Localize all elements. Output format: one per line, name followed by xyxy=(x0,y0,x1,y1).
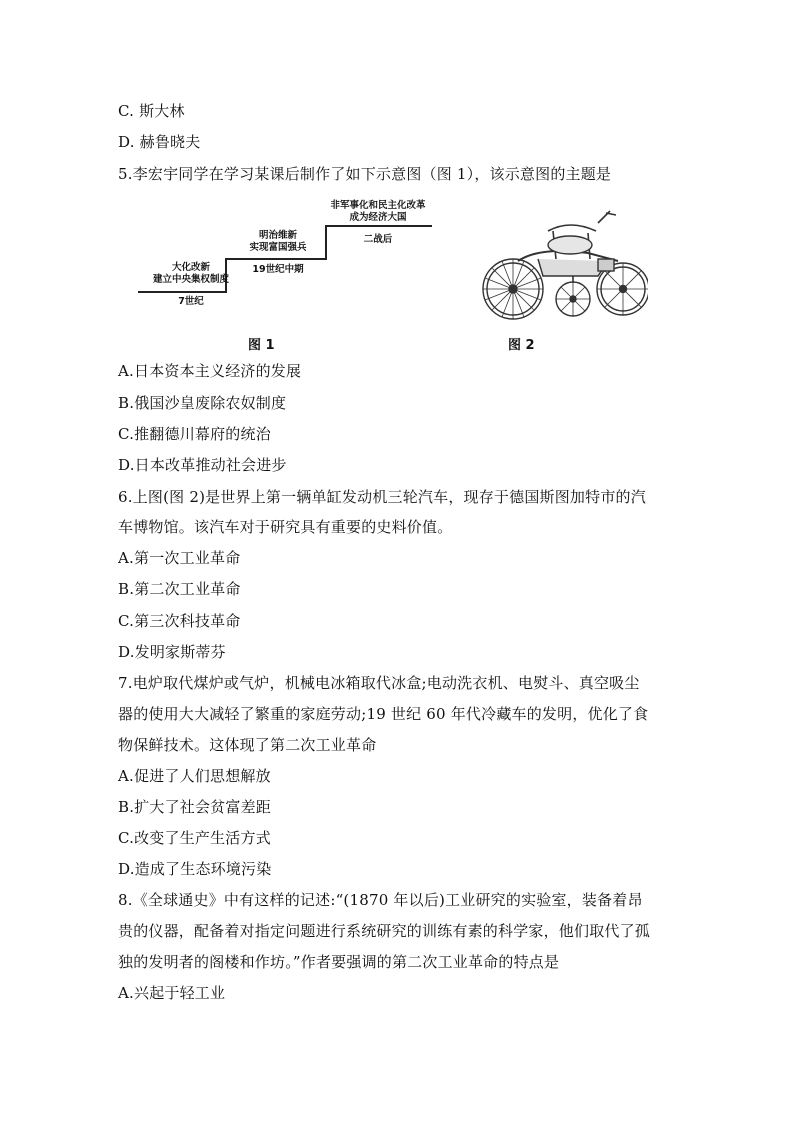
question-6-stem-line-2: 车博物馆。该汽车对于研究具有重要的史料价值。 xyxy=(118,518,453,536)
figure-2-caption: 图 2 xyxy=(508,338,535,353)
step-2-desc: 实现富国强兵 xyxy=(249,242,307,253)
option-a-q8: A.兴起于轻工业 xyxy=(118,984,226,1002)
option-b-q7: B.扩大了社会贫富差距 xyxy=(118,798,271,816)
option-d-q7: D.造成了生态环境污染 xyxy=(118,860,272,878)
option-d-q6: D.发明家斯蒂芬 xyxy=(118,643,226,661)
option-b-q6: B.第二次工业革命 xyxy=(118,580,241,598)
step-1-period: 7世纪 xyxy=(178,296,204,307)
option-c-q4: C. 斯大林 xyxy=(118,102,185,120)
question-8-stem-line-2: 贵的仪器，配备着对指定问题进行系统研究的训练有素的科学家，他们取代了孤 xyxy=(118,922,651,940)
option-c-q7: C.改变了生产生活方式 xyxy=(118,829,271,847)
option-a-q7: A.促进了人们思想解放 xyxy=(118,767,271,785)
question-7-stem-line-2: 器的使用大大减轻了繁重的家庭劳动;19 世纪 60 年代冷藏车的发明，优化了食 xyxy=(118,705,649,723)
option-c-q5: C.推翻德川幕府的统治 xyxy=(118,425,271,443)
step-1-desc: 建立中央集权制度 xyxy=(152,274,229,285)
option-b-q5: B.俄国沙皇废除农奴制度 xyxy=(118,394,287,412)
figure-1-caption: 图 1 xyxy=(248,338,275,353)
step-2-period: 19世纪中期 xyxy=(252,264,304,275)
step-3-period: 二战后 xyxy=(363,234,393,245)
question-7-stem-line-1: 7.电炉取代煤炉或气炉，机械电冰箱取代冰盒;电动洗衣机、电熨斗、真空吸尘 xyxy=(118,674,640,692)
question-7-stem-line-3: 物保鲜技术。这体现了第二次工业革命 xyxy=(118,736,377,754)
question-5-stem: 5.李宏宇同学在学习某课后制作了如下示意图（图 1），该示意图的主题是 xyxy=(118,165,612,183)
question-8-stem-line-1: 8.《全球通史》中有这样的记述:“(1870 年以后)工业研究的实验室，装备着昂 xyxy=(118,891,643,909)
option-a-q5: A.日本资本主义经济的发展 xyxy=(118,362,302,380)
option-d-q4: D. 赫鲁晓夫 xyxy=(118,133,201,151)
tricycle-car-image xyxy=(478,201,648,331)
step-3-title: 非军事化和民主化改革 xyxy=(330,200,426,211)
question-8-stem-line-3: 独的发明者的阁楼和作坊。”作者要强调的第二次工业革命的特点是 xyxy=(118,953,560,971)
figures-row xyxy=(128,196,688,356)
step-3-desc: 成为经济大国 xyxy=(349,212,407,223)
question-6-stem-line-1: 6.上图(图 2)是世界上第一辆单缸发动机三轮汽车，现存于德国斯图加特市的汽 xyxy=(118,488,646,506)
step-2-title: 明治维新 xyxy=(258,230,297,241)
option-d-q5: D.日本改革推动社会进步 xyxy=(118,456,287,474)
option-a-q6: A.第一次工业革命 xyxy=(118,549,241,567)
option-c-q6: C.第三次科技革命 xyxy=(118,612,241,630)
step-1-title: 大化改新 xyxy=(171,262,210,273)
